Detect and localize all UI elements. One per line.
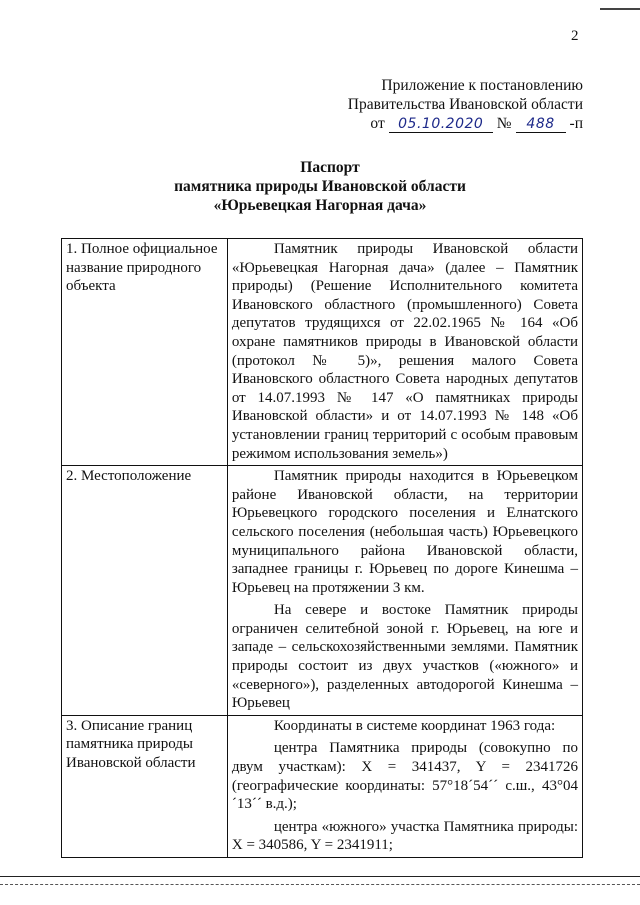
table-row — [62, 715, 583, 857]
title-line-3: «Юрьевецкая Нагорная дача» — [213, 197, 427, 214]
table-row — [62, 239, 583, 466]
scan-bottom-line — [0, 876, 640, 877]
number-prefix: № — [496, 115, 512, 132]
row-label: 3. Описание границ памятника природы Ивановской области — [62, 715, 228, 857]
page-number: 2 — [571, 28, 579, 44]
value-paragraph: На севере и востоке Памятник природы ограничен селитебной зоной г. Юрьевец, на юге и западе – сельскохозяйственными землями. Памятник природы состоит из двух участков («южного» и «северного»), разделенных автодорогой Кинешма – Юрьевец — [231, 602, 578, 712]
title-line-2: памятника природы Ивановской области — [174, 178, 466, 195]
value-paragraph: Памятник природы находится в Юрьевецком районе Ивановской области, на территории Юрьевецкого городского поселения и Елнатского сельского поселения (небольшая часть) Юрьевецкого муниципального района Ивановской области, западнее границы г. Юрьевец по дороге Кинешма – Юрьевец на протяжении 3 км. — [231, 468, 578, 596]
scan-bottom-line-dashed — [0, 884, 640, 885]
passport-table — [61, 238, 583, 858]
scan-edge-mark — [600, 0, 640, 10]
date-prefix: от — [370, 115, 385, 132]
table-row — [62, 466, 583, 716]
row-value — [227, 715, 582, 857]
document-title — [0, 158, 640, 215]
value-paragraph: Координаты в системе координат 1963 года: — [273, 717, 556, 734]
appendix-line-2: Правительства Ивановской области — [347, 96, 583, 113]
value-paragraph: центра Памятника природы (совокупно по двум участкам): X = 341437, Y = 2341726 (географические координаты: 57°18´54´´ с.ш., 43°04´13´´ в.д.); — [231, 740, 578, 813]
appendix-date-line — [370, 114, 583, 133]
row-label: 2. Местоположение — [62, 466, 228, 716]
appendix-line-1: Приложение к постановлению — [381, 77, 583, 94]
value-paragraph: Памятник природы Ивановской области «Юрьевецкая Нагорная дача» (далее – Памятник природы) (Решение Исполнительного комитета Ивановского областного (промышленного) Совета депутатов трудящихся от 22.02.1965 № 164 «Об охране памятников природы в Ивановской области (протокол № 5)», решения малого Совета Ивановского областного Совета народных депутатов от 14.07.1993 № 147 «О памятниках природы Ивановской области» и от 14.07.1993 № 148 «Об установлении границ территорий с особым правовым режимом использования земель») — [231, 241, 578, 462]
handwritten-date: 05.10.2020 — [389, 117, 493, 133]
handwritten-number: 488 — [516, 117, 566, 133]
appendix-header — [348, 76, 583, 133]
number-suffix: -п — [569, 115, 583, 132]
row-value — [227, 466, 582, 716]
row-label: 1. Полное официальное название природного объекта — [62, 239, 228, 466]
value-paragraph: центра «южного» участка Памятника природы: X = 340586, Y = 2341911; — [231, 818, 578, 854]
title-line-1: Паспорт — [300, 159, 360, 176]
row-value — [227, 239, 582, 466]
